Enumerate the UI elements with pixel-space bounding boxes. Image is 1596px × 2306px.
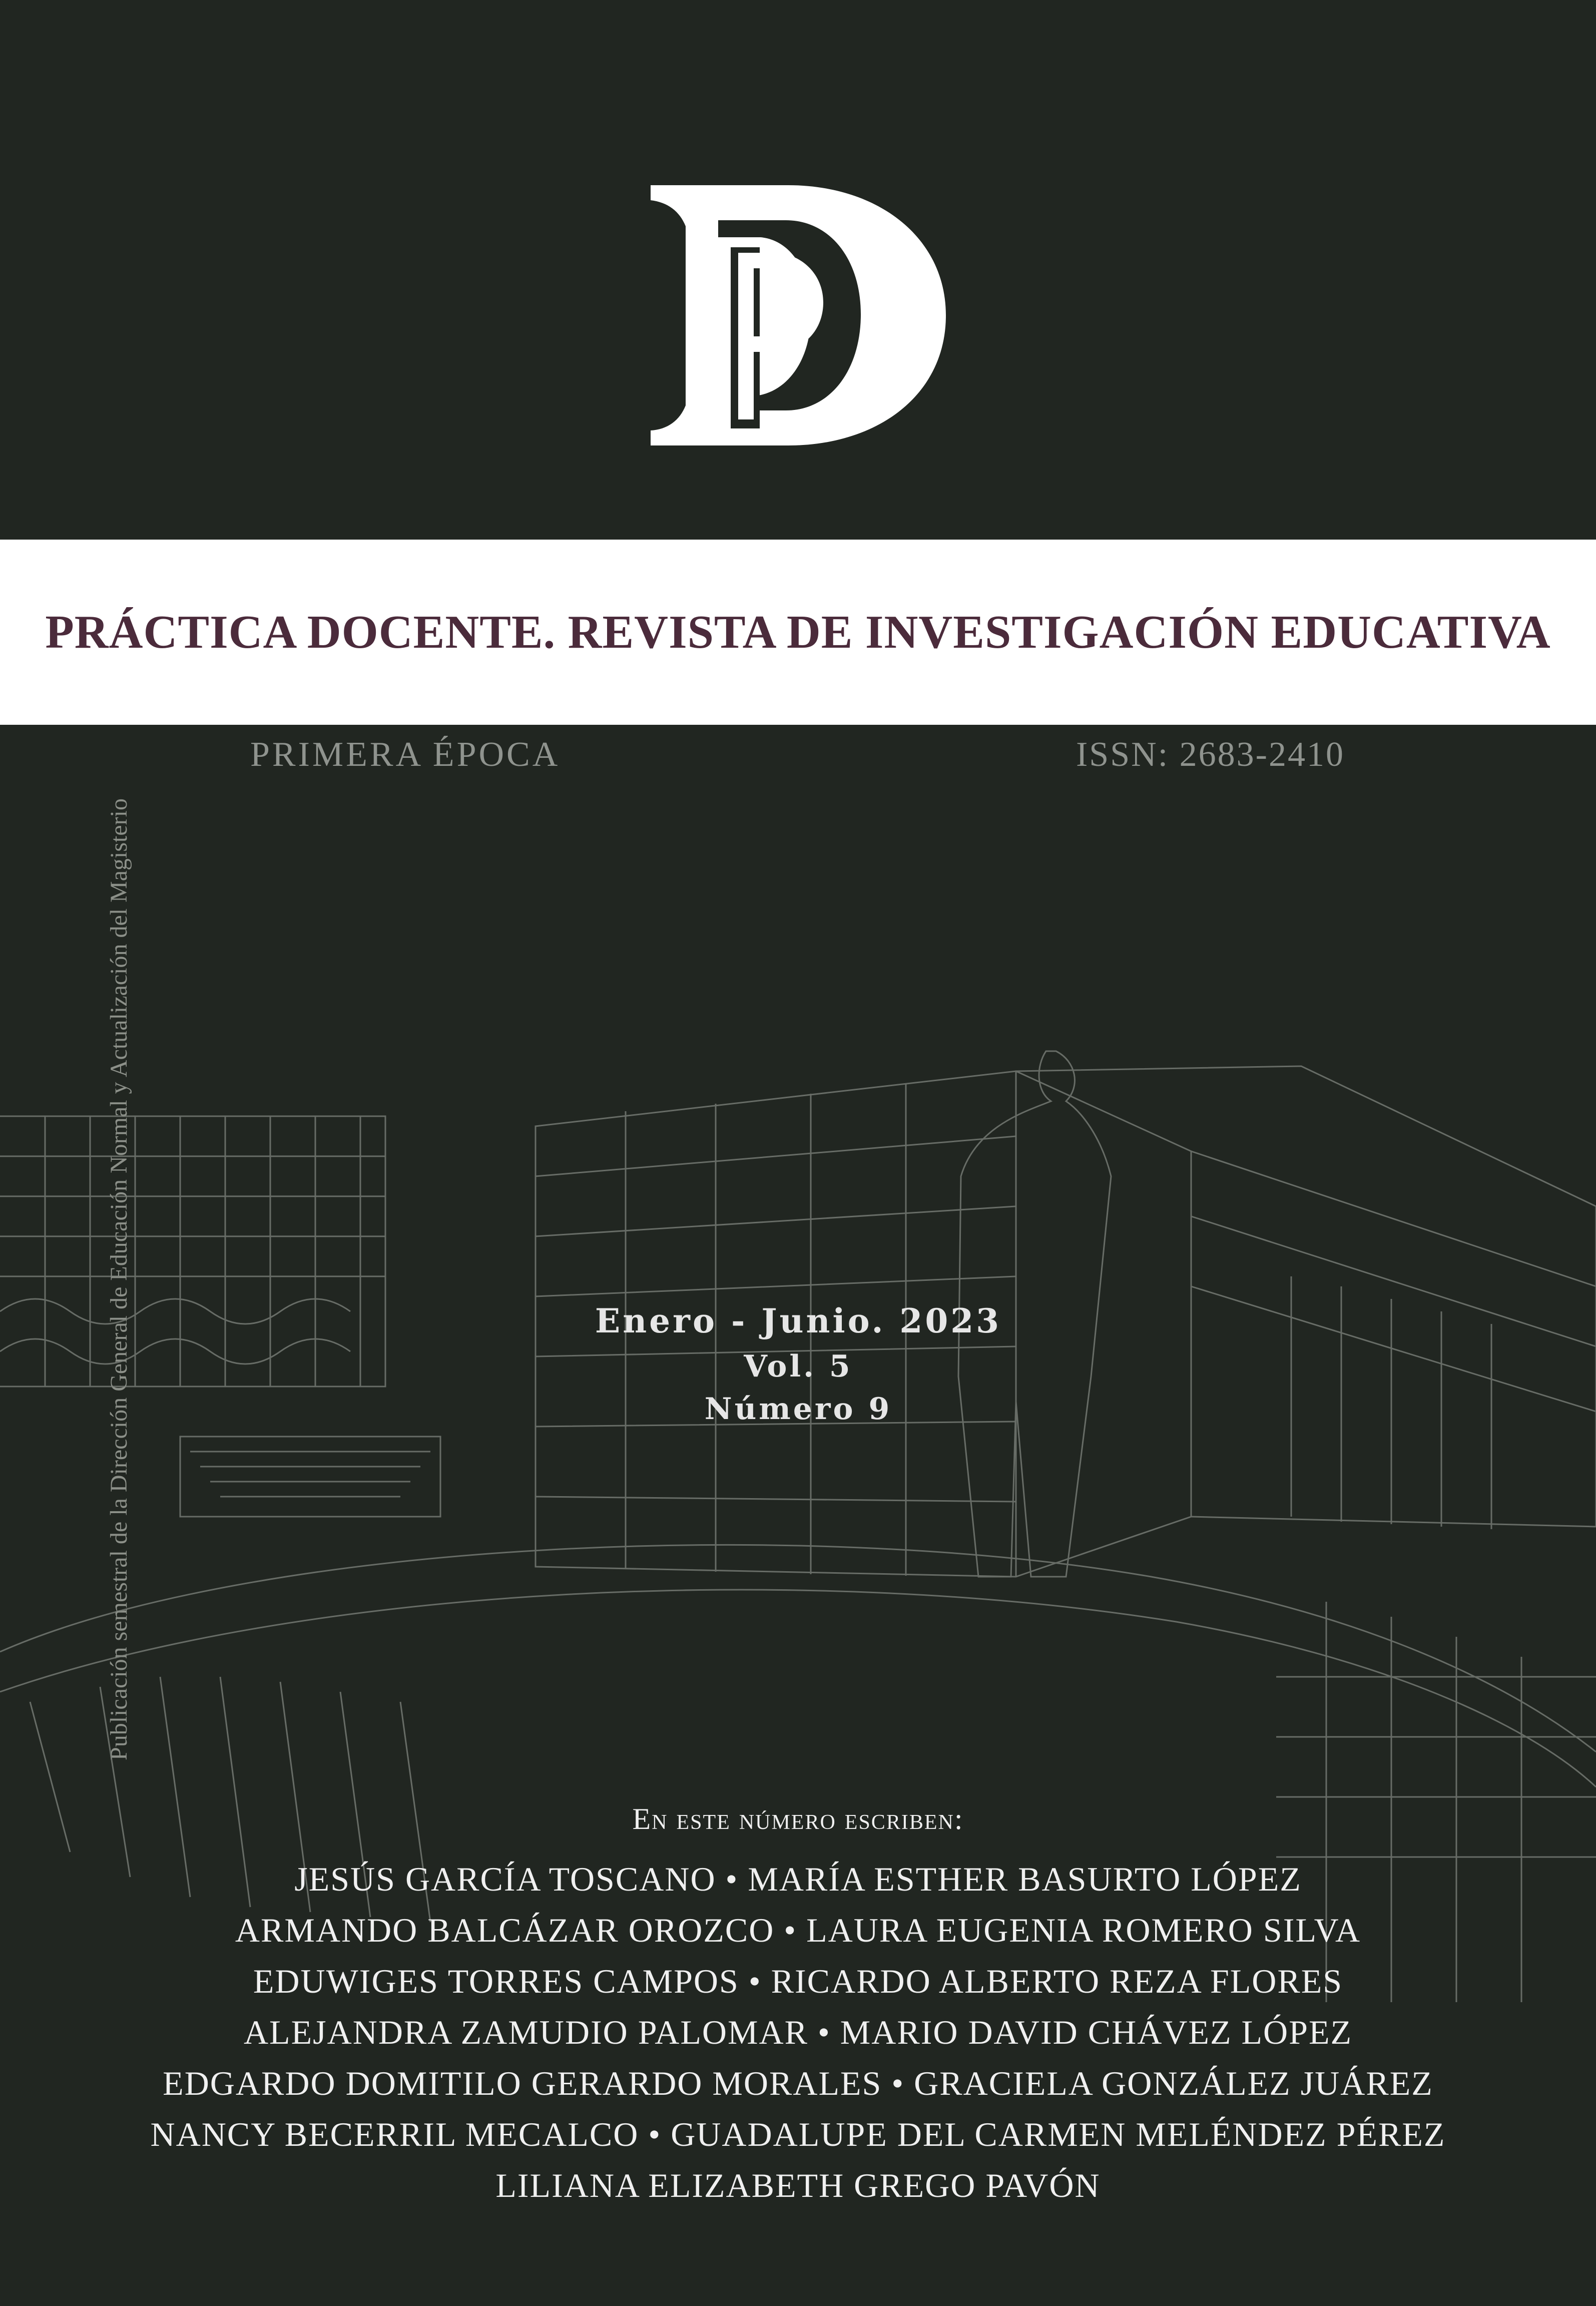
issn-label: ISSN: 2683-2410	[1076, 735, 1345, 774]
contributors-section	[0, 1802, 1596, 2211]
contributor-line: EDUWIGES TORRES CAMPOS • RICARDO ALBERTO REZA FLORES	[253, 1962, 1343, 2000]
pd-monogram-logo	[651, 185, 946, 445]
issue-volume: Vol. 5	[744, 1349, 853, 1384]
contributor-line: LILIANA ELIZABETH GREGO PAVÓN	[495, 2166, 1101, 2204]
contributors-heading: En este número escriben:	[632, 1802, 964, 1835]
edition-label: PRIMERA ÉPOCA	[250, 735, 561, 774]
contributor-line: ALEJANDRA ZAMUDIO PALOMAR • MARIO DAVID CHÁVEZ LÓPEZ	[243, 2013, 1353, 2051]
contributor-line: JESÚS GARCÍA TOSCANO • MARÍA ESTHER BASURTO LÓPEZ	[294, 1860, 1302, 1898]
contributor-line: NANCY BECERRIL MECALCO • GUADALUPE DEL CARMEN MELÉNDEZ PÉREZ	[150, 2115, 1446, 2153]
journal-title: PRÁCTICA DOCENTE. REVISTA DE INVESTIGACIÓN EDUCATIVA	[45, 606, 1551, 658]
contributor-line: EDGARDO DOMITILO GERARDO MORALES • GRACIELA GONZÁLEZ JUÁREZ	[163, 2064, 1433, 2102]
publisher-note: Publicación semestral de la Dirección General de Educación Normal y Actualización del Magisterio	[106, 798, 132, 1760]
contributor-line: ARMANDO BALCÁZAR OROZCO • LAURA EUGENIA ROMERO SILVA	[235, 1911, 1361, 1949]
title-band	[0, 540, 1596, 725]
issue-number: Número 9	[704, 1392, 892, 1427]
issue-date: Enero - Junio. 2023	[595, 1301, 1002, 1340]
